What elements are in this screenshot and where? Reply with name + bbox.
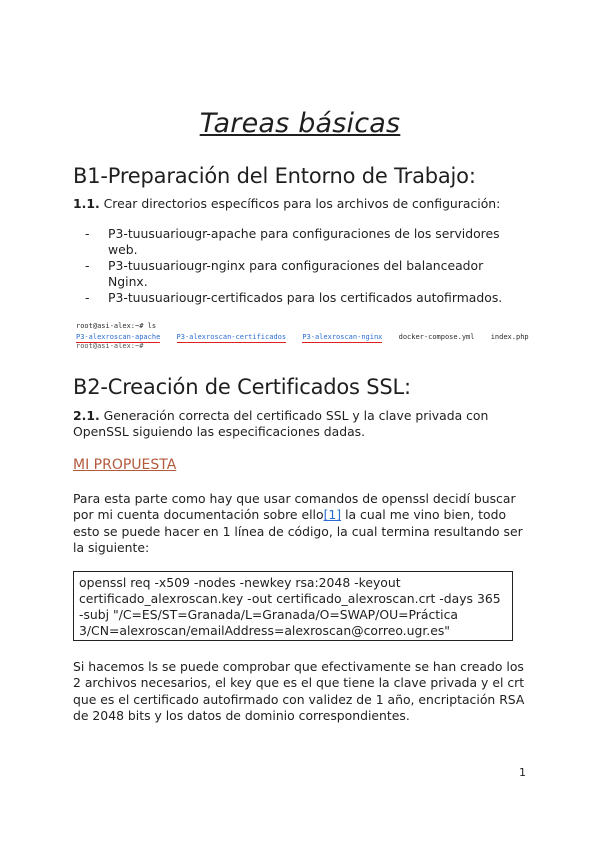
terminal-file: docker-compose.yml [398, 333, 475, 341]
task-number: 2.1. [73, 408, 100, 423]
proposal-subheading: MI PROPUESTA [73, 457, 177, 473]
task-number: 1.1. [73, 196, 100, 211]
terminal-file: index.php [490, 333, 529, 341]
list-item-text: P3-tuusuariougr-apache para configuraciones de los servidores web. [108, 226, 500, 257]
proposal-text-after: la cual me vino bien, todo esto se puede hacer en 1 línea de código, la cual termina resultando ser la siguiente: [73, 507, 523, 556]
task-text: Crear directorios específicos para los archivos de configuración: [99, 196, 501, 211]
proposal-paragraph [73, 491, 528, 557]
terminal-output [76, 333, 541, 342]
list-item [85, 226, 525, 258]
terminal-dir: P3-alexroscan-apache [76, 333, 161, 341]
bullet-dash: - [85, 258, 90, 273]
list-item-text: P3-tuusuariougr-nginx para configuraciones del balanceador Nginx. [108, 258, 484, 289]
task-2-1 [73, 408, 533, 441]
task-1-1 [73, 196, 533, 212]
task-text: Generación correcta del certificado SSL y la clave privada con OpenSSL siguiendo las especificaciones dadas. [73, 408, 489, 440]
section-heading-b1: B1-Preparación del Entorno de Trabajo: [73, 164, 476, 188]
list-item-text: P3-tuusuariougr-certificados para los certificados autofirmados. [108, 290, 503, 305]
command-box: openssl req -x509 -nodes -newkey rsa:2048 -keyout certificado_alexroscan.key -out certificado_alexroscan.crt -days 365 -subj "/C=ES/ST=Granada/L=Granada/O=SWAP/OU=Práctica 3/CN=alexroscan/emailAddress=alexroscan@correo.ugr.es" [73, 571, 513, 641]
reference-link[interactable]: [1] [323, 507, 342, 523]
terminal-prompt-2: root@asi-alex:~# [76, 342, 144, 350]
section-heading-b2: B2-Creación de Certificados SSL: [73, 375, 411, 399]
bullet-dash: - [85, 226, 90, 241]
bullet-dash: - [85, 290, 90, 305]
terminal-screenshot [76, 322, 536, 352]
page-title: Tareas básicas [199, 108, 401, 139]
terminal-prompt: root@asi-alex:~# ls [76, 322, 157, 330]
terminal-dir: P3-alexroscan-nginx [302, 333, 383, 341]
directory-list [85, 226, 525, 306]
proposal-text: Para esta parte como hay que usar comandos de openssl decidí buscar por mi cuenta documentación sobre ello [73, 491, 516, 523]
terminal-dir: P3-alexroscan-certificados [176, 333, 287, 341]
ls-paragraph: Si hacemos ls se puede comprobar que efectivamente se han creado los 2 archivos necesarios, el key que es el que tiene la clave privada y el crt que es el certificado autofirmado con validez de 1 año, encriptación RSA de 2048 bits y los datos de dominio correspondientes. [73, 659, 525, 724]
list-item [85, 258, 525, 290]
page-number: 1 [519, 766, 526, 779]
list-item [85, 290, 525, 306]
